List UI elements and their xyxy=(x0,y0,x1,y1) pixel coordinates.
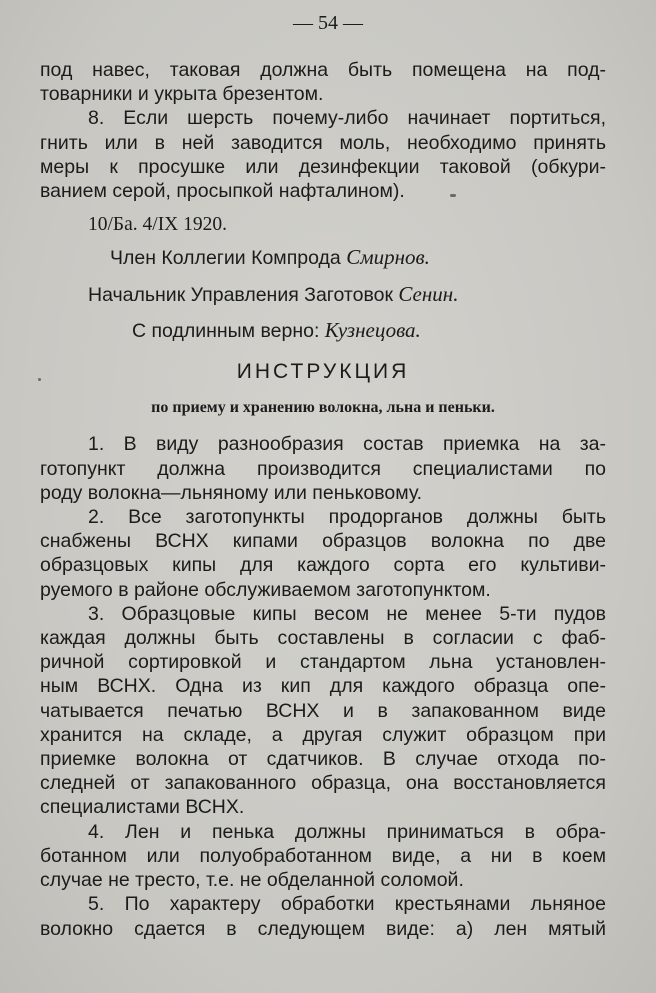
text-line: чатывается печатью ВСНХ и в запакованном виде xyxy=(40,699,606,722)
date-line: 10/Ба. 4/IX 1920. xyxy=(88,214,228,236)
text-line: под навес, таковая должна быть помещена на под- xyxy=(40,59,606,81)
page-text xyxy=(40,58,606,941)
paragraph-2 xyxy=(40,505,606,602)
signature-zagotovki xyxy=(40,282,606,307)
signature-name: Кузнецова. xyxy=(324,317,421,342)
text-line: товарники и укрыта брезентом. xyxy=(40,83,324,106)
text-line: следней от запакованного образца, она восстановляется xyxy=(40,772,606,795)
text-line: образцовых кипы для каждого сорта его культиви- xyxy=(40,554,606,577)
text-line: готопункт должна производится специалистами по xyxy=(40,457,606,480)
paragraph-4 xyxy=(40,820,606,893)
text-line: 5. По характеру обработки крестьянами льняное xyxy=(88,893,606,916)
paragraph-continuation xyxy=(40,58,606,106)
signature-certified xyxy=(40,318,606,343)
paragraph-5 xyxy=(40,892,606,940)
text-line: ричной сортировкой и стандартом льна установлен- xyxy=(40,651,606,674)
text-line: каждая должны быть составлены в согласии с фаб- xyxy=(40,627,606,650)
paragraph-3 xyxy=(40,602,606,820)
section-subheading: по приему и хранению волокна, льна и пеньки. xyxy=(151,399,495,417)
paragraph-1 xyxy=(40,432,606,505)
text-line: 1. В виду разнообразия состав приемка на за- xyxy=(88,433,606,456)
page-number: — 54 — xyxy=(293,12,363,34)
ink-speck xyxy=(38,378,41,381)
section-heading: ИНСТРУКЦИЯ xyxy=(236,360,410,384)
text-line: 4. Лен и пенька должны приниматься в обра- xyxy=(88,820,606,843)
text-line: приемке волокна от сдатчиков. В случае отхода по- xyxy=(40,748,606,771)
text-line: руемого в районе обслуживаемом заготопунктом. xyxy=(40,578,491,601)
text-line: гнить или в ней заводится моль, необходимо принять xyxy=(40,131,606,154)
text-line: волокно сдается в следующем виде: а) лен мятый xyxy=(40,917,606,940)
text-line: меры к просушке или дезинфекции таковой (обкури- xyxy=(40,155,606,178)
signature-title: Член Коллегии Компрода xyxy=(110,247,341,270)
text-line: ным ВСНХ. Одна из кип для каждого образца опе- xyxy=(40,675,606,698)
text-line: случае не тресто, т.е. не обделанной соломой. xyxy=(40,869,464,892)
paragraph-8 xyxy=(40,106,606,203)
ink-speck xyxy=(450,194,456,197)
signature-komprod xyxy=(40,245,606,270)
signature-title: С подлинным верно: xyxy=(132,319,320,342)
text-line: ботанном или полуобработанном виде, а ни в коем xyxy=(40,844,606,867)
text-line: снабжены ВСНХ кипами образцов волокна по две xyxy=(40,530,606,553)
text-line: ванием серой, просыпкой нафталином). xyxy=(40,180,405,203)
text-line: хранится на складе, а другая служит образцом при xyxy=(40,723,606,746)
text-line: 3. Образцовые кипы весом не менее 5-ти пудов xyxy=(88,602,606,625)
signature-name: Смирнов. xyxy=(346,245,430,270)
signature-title: Начальник Управления Заготовок xyxy=(88,283,393,306)
text-line: роду волокна—льняному или пеньковому. xyxy=(40,481,423,504)
text-line: 8. Если шерсть почему-либо начинает портиться, xyxy=(88,107,606,130)
text-line: 2. Все заготопункты продорганов должны быть xyxy=(88,506,606,529)
text-line: специалистами ВСНХ. xyxy=(40,796,245,819)
signature-name: Сенин. xyxy=(398,281,459,306)
